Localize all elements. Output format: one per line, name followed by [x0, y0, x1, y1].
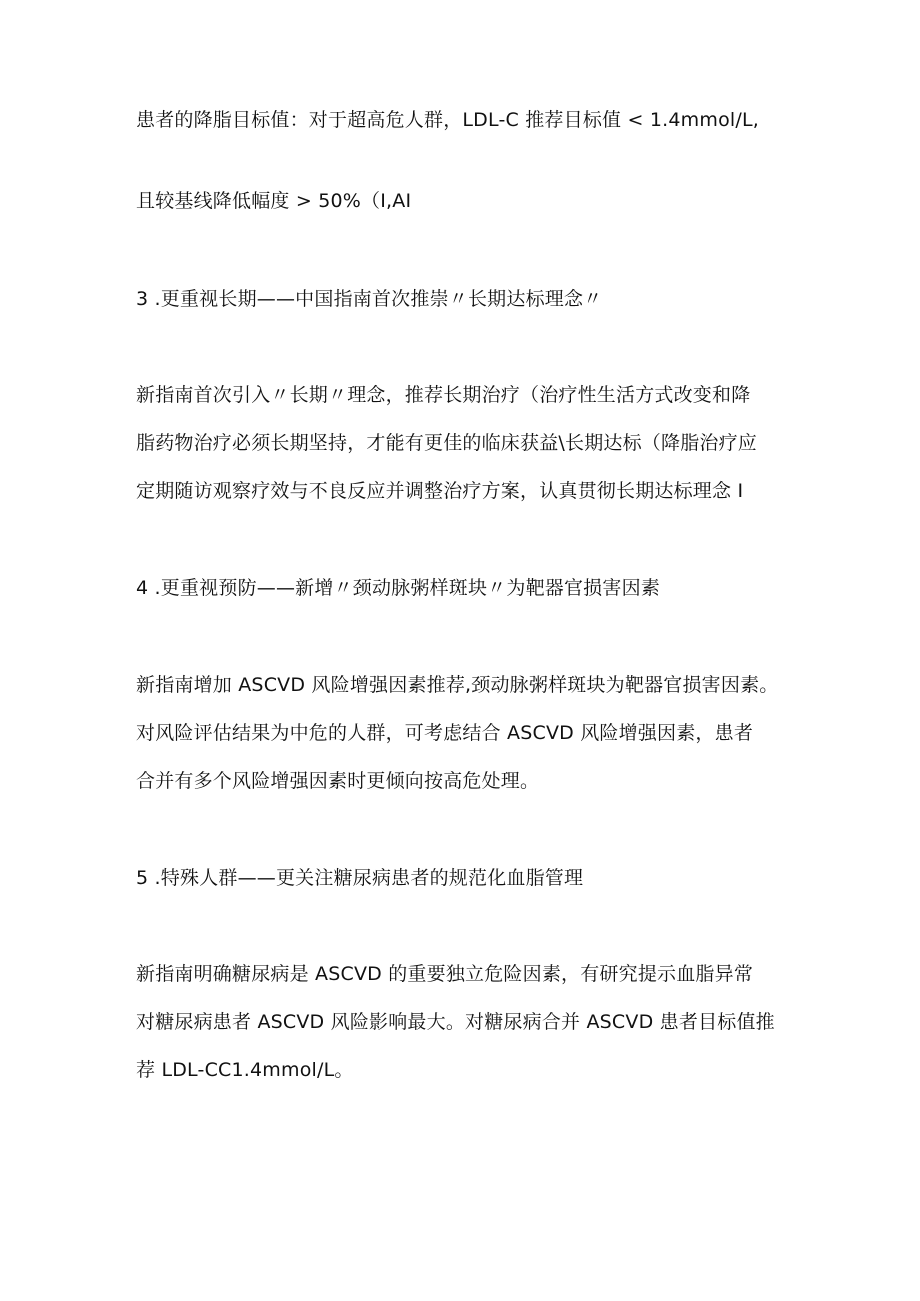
intro-line-1: 患者的降脂目标值：对于超高危人群，LDL-C 推荐目标值 < 1.4mmol/L,	[136, 109, 759, 131]
section-4-paragraph-line: 合并有多个风险增强因素时更倾向按高危处理。	[136, 770, 540, 792]
section-3-paragraph-line: 脂药物治疗必须长期坚持，才能有更佳的临床获益\长期达标（降脂治疗应	[136, 432, 758, 454]
section-5-paragraph-line: 荐 LDL-CC1.4mmol/L。	[136, 1059, 354, 1081]
section-5-paragraph-line: 新指南明确糖尿病是 ASCVD 的重要独立危险因素，有研究提示血脂异常	[136, 963, 754, 985]
section-3-heading: 3 .更重视长期——中国指南首次推崇〃长期达标理念〃	[136, 288, 603, 310]
section-3-paragraph-line: 新指南首次引入〃长期〃理念，推荐长期治疗（治疗性生活方式改变和降	[136, 384, 751, 406]
intro-line-2: 且较基线降低幅度 > 50%（I,AI	[136, 190, 412, 212]
section-5-heading: 5 .特殊人群——更关注糖尿病患者的规范化血脂管理	[136, 867, 584, 889]
section-4-paragraph-line: 对风险评估结果为中危的人群，可考虑结合 ASCVD 风险增强因素，患者	[136, 722, 754, 744]
section-4-heading: 4 .更重视预防——新增〃颈动脉粥样斑块〃为靶器官损害因素	[136, 577, 660, 599]
section-4-paragraph-line: 新指南增加 ASCVD 风险增强因素推荐,颈动脉粥样斑块为靶器官损害因素。	[136, 674, 779, 696]
section-3-paragraph-line: 定期随访观察疗效与不良反应并调整治疗方案，认真贯彻长期达标理念 I	[136, 480, 744, 502]
section-5-paragraph-line: 对糖尿病患者 ASCVD 风险影响最大。对糖尿病合并 ASCVD 患者目标值推	[136, 1011, 775, 1033]
